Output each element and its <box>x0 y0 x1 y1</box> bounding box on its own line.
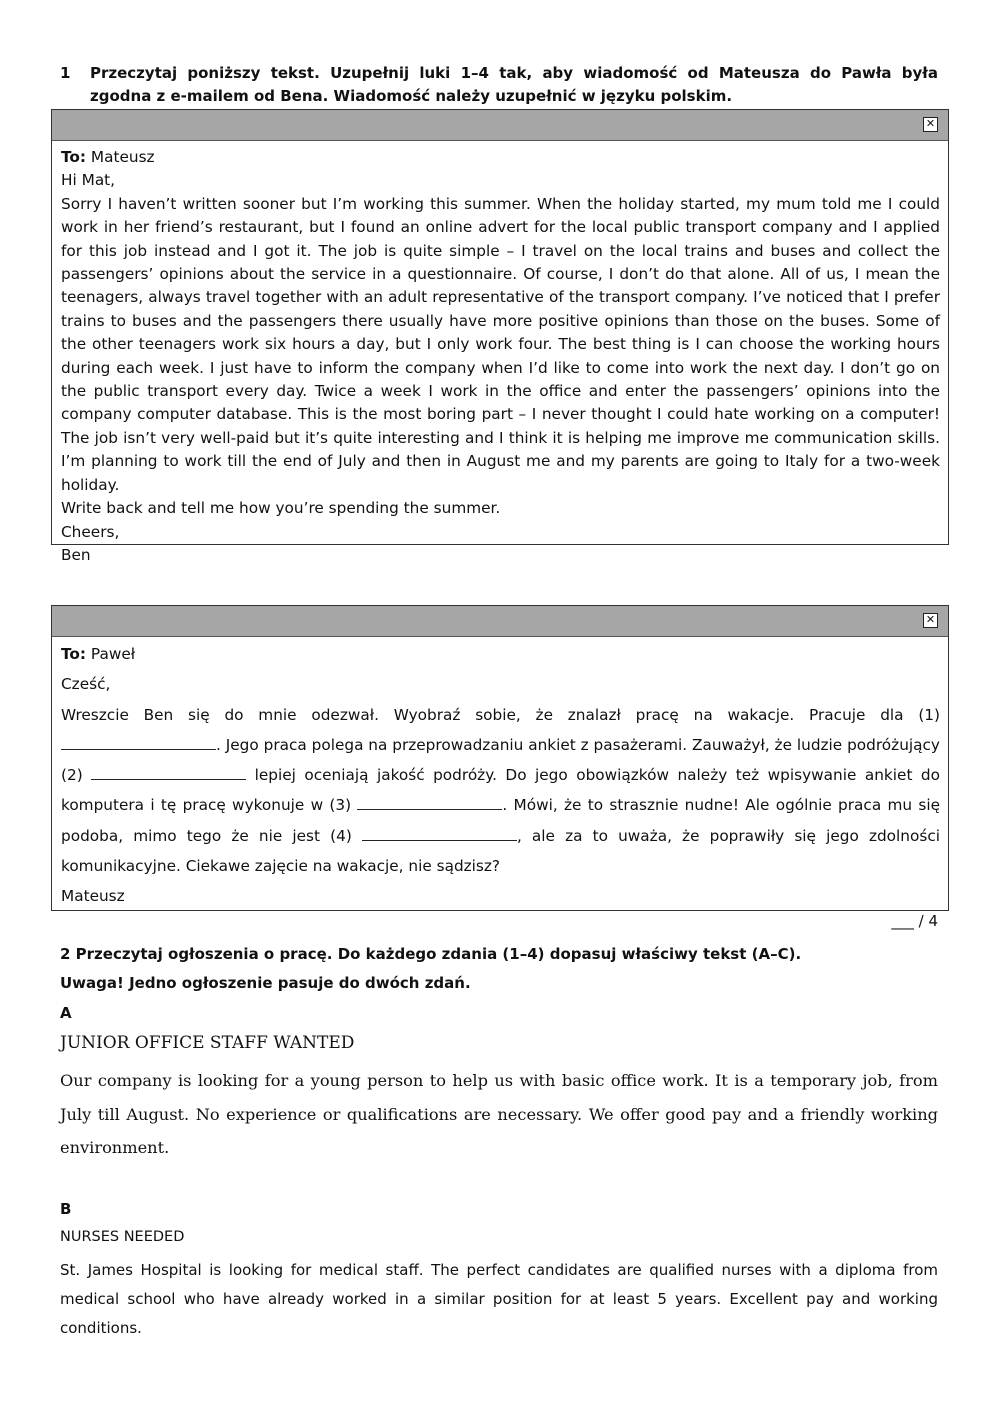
message-sentence-4: . Mówi, że to strasznie nudne! Ale ogólnie praca mu się podoba, mimo tego że nie jest <box>61 796 940 845</box>
ad-a-letter: A <box>60 1004 72 1022</box>
message-sentence-2: Jego praca polega na przeprowadzaniu ankiet z pasażerami. Zauważył, że ludzie podróżujący (2) <box>61 735 940 785</box>
gap-1-end: . <box>216 735 221 754</box>
gap-4-number: (4) <box>330 826 352 845</box>
task2-note: Uwaga! Jedno ogłoszenie pasuje do dwóch zdań. <box>60 974 471 992</box>
ad-b-letter: B <box>60 1200 72 1218</box>
email-title-bar <box>52 606 948 637</box>
gap-3-input[interactable] <box>357 793 502 810</box>
email-title-bar <box>52 110 948 141</box>
message-sentence-5: , ale za to uważa, że poprawiły się jego zdolności komunikacyjne. Ciekawe zajęcie na wakacje, nie sądzisz? <box>61 826 940 876</box>
close-icon[interactable]: ✕ <box>923 117 938 132</box>
ad-a-title: JUNIOR OFFICE STAFF WANTED <box>60 1033 355 1053</box>
message-signature: Mateusz <box>61 887 125 906</box>
task1-instruction <box>60 62 938 108</box>
to-label: To: <box>61 645 87 663</box>
task1-score: ___ / 4 <box>891 912 938 930</box>
message-sentence-1: Wreszcie Ben się do mnie odezwał. Wyobraź sobie, że znalazł pracę na wakacje. Pracuje dla (1) <box>61 705 940 724</box>
email-signature: Ben <box>61 545 91 564</box>
close-icon[interactable]: ✕ <box>923 613 938 628</box>
email-greeting: Hi Mat, <box>61 171 116 190</box>
to-label: To: <box>61 148 87 166</box>
email-closing-line: Write back and tell me how you’re spending the summer. <box>61 499 501 518</box>
email-body <box>52 141 948 567</box>
task2-text: 2 Przeczytaj ogłoszenia o pracę. Do każdego zdania (1–4) dopasuj właściwy tekst (A–C). <box>60 945 802 963</box>
email-from-ben <box>51 109 949 564</box>
ad-a-text: Our company is looking for a young person to help us with basic office work. It is a temporary job, from July till August. No experience or qualifications are necessary. We offer good pay and a friendly working environment. <box>60 1071 938 1157</box>
ad-b-title: NURSES NEEDED <box>60 1229 185 1245</box>
gap-1-input[interactable] <box>61 733 216 750</box>
gap-2-input[interactable] <box>91 763 246 780</box>
to-recipient: Paweł <box>90 645 136 663</box>
to-recipient: Mateusz <box>90 148 155 166</box>
message-sentence-3: lepiej oceniają jakość podróży. Do jego obowiązków należy też wpisywanie ankiet do komputera i tę pracę wykonuje w (3) <box>61 766 940 815</box>
gap-4-input[interactable] <box>362 824 517 841</box>
message-body <box>52 637 948 912</box>
task1-text: Przeczytaj poniższy tekst. Uzupełnij luki 1–4 tak, aby wiadomość od Mateusza do Pawła była zgodna z e-mailem od Bena. Wiadomość należy uzupełnić w języku polskim. <box>90 64 938 105</box>
message-greeting: Cześć, <box>61 675 111 694</box>
ad-b-text: St. James Hospital is looking for medical staff. The perfect candidates are qualified nurses with a diploma from medical school who have already worked in a similar position for at least 5 years. Excellent pay and working conditions. <box>60 1261 938 1337</box>
message-to-pawel <box>51 605 949 911</box>
email-main-text: Sorry I haven’t written sooner but I’m working this summer. When the holiday started, my mum told me I could work in her friend’s restaurant, but I found an online advert for the local public transport company and I applied for this job instead and I got it. The job is quite simple – I travel on the local trains and buses and collect the passengers’ opinions about the service in a questionnaire. Of course, I don’t do that alone. All of us, I mean the teenagers, always travel together with an adult representative of the transport company. I’ve noticed that I prefer trains to buses and the passengers there usually have more positive opinions than those on the buses. Some of the other teenagers work six hours a day, but I only work four. The best thing is I can choose the working hours during each week. I just have to inform the company when I’d like to come into work the next day. I don’t go on the public transport every day. Twice a week I work in the office and enter the passengers’ opinions into the company computer database. This is the most boring part – I never thought I could hate working on a computer! The job isn’t very well-paid but it’s quite interesting and I think it is helping me improve me communication skills. I’m planning to work till the end of July and then in August me and my parents are going to Italy for a two-week holiday. <box>61 194 940 494</box>
task1-number: 1 <box>60 64 71 82</box>
email-signoff: Cheers, <box>61 522 120 541</box>
task2-instruction <box>60 940 801 998</box>
